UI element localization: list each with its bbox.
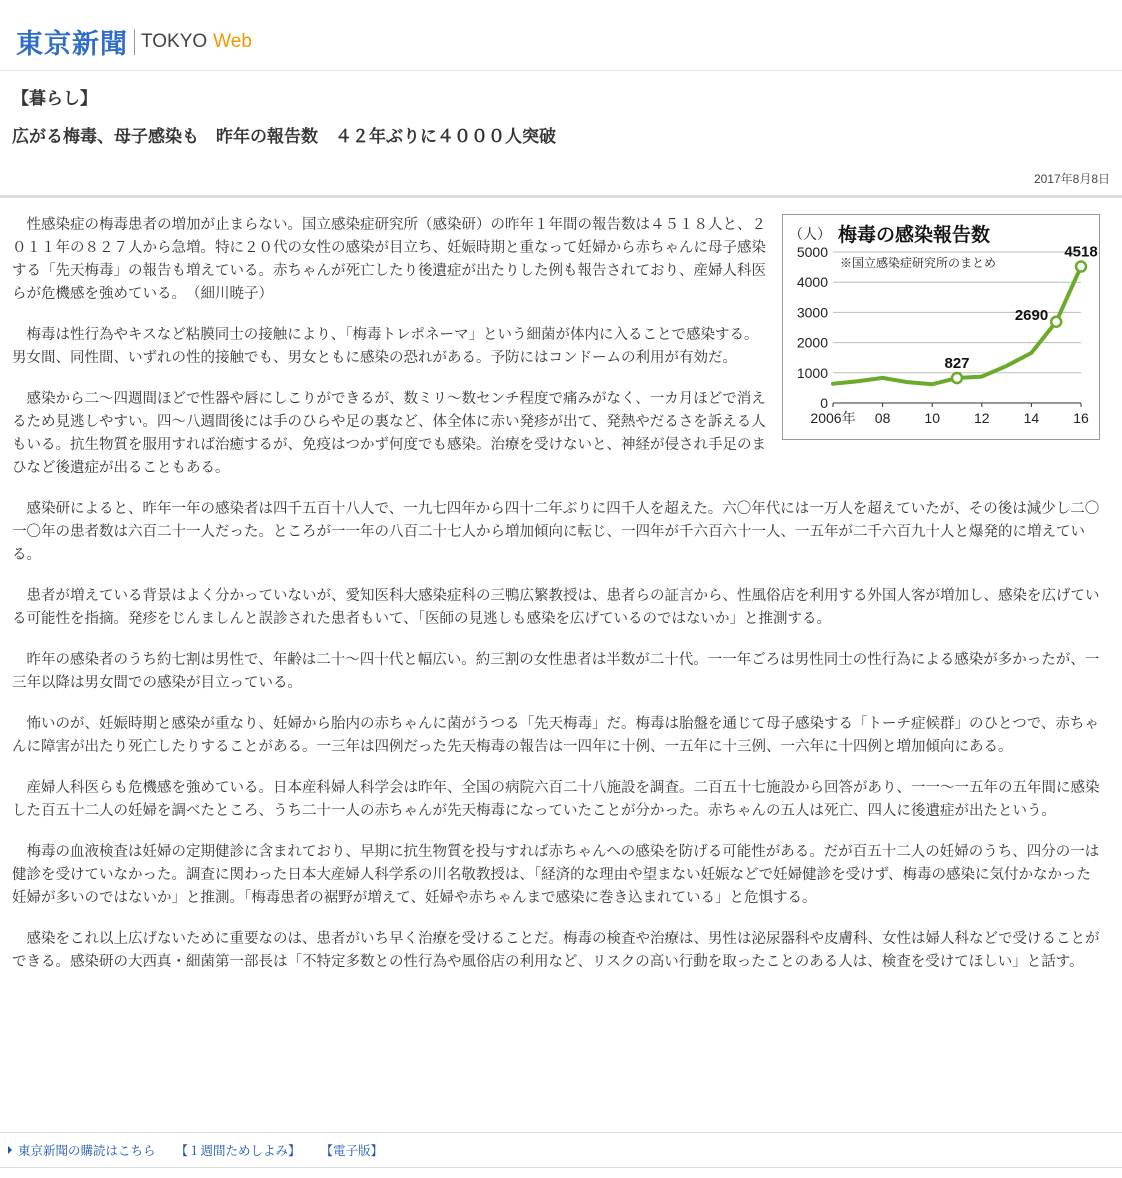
footer-bottom-divider — [0, 1167, 1122, 1168]
y-tick-label: 0 — [820, 395, 828, 411]
chart-title: 梅毒の感染報告数 — [838, 224, 991, 246]
x-tick-label: 2006年 — [810, 410, 856, 426]
y-tick-label: 2000 — [796, 334, 828, 351]
article-paragraph: 感染研によると、昨年一年の感染者は四千五百十八人で、一九七四年から四十二年ぶりに四千人を超えた。六〇年代には一万人を超えていたが、その後は減少し二〇一〇年の患者数は六百二十一人だった。ところが一一年の八百二十七人から増加傾向に転じ、一四年が千六百六十一人、一五年が二千六百九十人と爆発的に増えている。 — [12, 501, 1100, 563]
y-tick-label: 4000 — [796, 274, 828, 291]
x-tick-label: 10 — [924, 410, 940, 426]
article-body — [12, 214, 1100, 992]
x-tick-label: 16 — [1073, 410, 1089, 426]
header-divider — [0, 195, 1122, 198]
arrow-right-icon — [8, 1146, 12, 1154]
y-tick-label: 1000 — [796, 364, 828, 381]
logo-separator — [134, 29, 135, 55]
trial-link[interactable]: 【１週間ためしよみ】 — [175, 1143, 301, 1158]
site-header — [0, 0, 1122, 71]
data-label: 2690 — [1014, 306, 1049, 324]
syphilis-chart — [783, 215, 1099, 439]
article-paragraph: 梅毒の血液検査は妊婦の定期健診に含まれており、早期に抗生物質を投与すれば赤ちゃんへの感染を防げる可能性がある。だが百五十二人の妊婦のうち、四分の一は健診を受けていなかった。調査に関わった日本大産婦人科学系の川名敬教授は、「経済的な理由や望まない妊娠などで妊婦健診を受けず、梅毒の感染に気付かなかった妊婦が多いのではないか」と推測。「梅毒患者の裾野が増えて、妊婦や赤ちゃんまで感染に巻き込まれている」と危惧する。 — [12, 844, 1100, 906]
y-tick-label: 3000 — [796, 304, 828, 321]
article-paragraph: 昨年の感染者のうち約七割は男性で、年齢は二十～四十代と幅広い。約三割の女性患者は半数が二十代。一一年ごろは男性同士の性行為による感染が多かったが、一三年以降は男女間での感染が目立っている。 — [12, 652, 1100, 691]
logo-japanese: 東京新聞 — [16, 29, 128, 60]
data-label: 827 — [944, 355, 970, 373]
data-point-marker — [1051, 317, 1061, 327]
article-paragraph: 感染から二～四週間ほどで性器や唇にしこりができるが、数ミリ～数センチ程度で痛みがなく、一カ月ほどで消えるため見逃しやすい。四～八週間後には手のひらや足の裏など、体全体に赤い発疹が出て、発熱やだるさを訴える人もいる。抗生物質を服用すれば治癒するが、免疫はつかず何度でも感染。治療を受けないと、神経が侵され手足のまひなど後遺症が出ることもある。 — [12, 391, 766, 476]
chart-figure — [782, 214, 1100, 440]
footer-divider — [0, 1132, 1122, 1133]
y-axis-label: （人） — [789, 227, 831, 243]
article-paragraph: 患者が増えている背景はよく分かっていないが、愛知医科大感染症科の三鴨広繁教授は、患者らの証言から、性風俗店を利用する外国人客が増加し、感染を広げている可能性を指摘。発疹をじんましんと誤診された患者もいて、「医師の見逃しも感染を広げているのではないか」と推測する。 — [12, 588, 1100, 627]
data-point-marker — [952, 373, 962, 383]
digital-edition-link[interactable]: 【電子版】 — [320, 1143, 384, 1158]
data-point-marker — [1076, 262, 1086, 272]
article-paragraph: 産婦人科医らも危機感を強めている。日本産科婦人科学会は昨年、全国の病院六百二十八施設を調査。二百五十七施設から回答があり、一一～一五年の五年間に感染した百五十二人の妊婦を調べたところ、うち二十一人の赤ちゃんが先天梅毒になっていたことが分かった。赤ちゃんの五人は死亡、四人に後遺症が出たという。 — [12, 780, 1100, 819]
y-tick-label: 5000 — [796, 244, 828, 260]
x-tick-label: 14 — [1023, 410, 1040, 426]
article-date: 2017年8月8日 — [1033, 172, 1110, 186]
x-tick-label: 08 — [874, 410, 891, 426]
article-headline: 広がる梅毒、母子感染も 昨年の報告数 ４２年ぶりに４０００人突破 — [12, 127, 556, 147]
site-logo[interactable] — [16, 22, 252, 61]
article-paragraph: 梅毒は性行為やキスなど粘膜同士の接触により、「梅毒トレポネーマ」という細菌が体内に入ることで感染する。男女間、同性間、いずれの性的接触でも、男女ともに感染の恐れがある。予防にはコンドームの利用が有効だ。 — [12, 327, 759, 366]
logo-web: Web — [213, 30, 252, 52]
chart-subtitle: ※国立感染症研究所のまとめ — [840, 256, 997, 270]
article-paragraph: 性感染症の梅毒患者の増加が止まらない。国立感染症研究所（感染研）の昨年１年間の報告数は４５１８人と、２０１１年の８２７人から急増。特に２０代の女性の感染が目立ち、妊娠時期と重なって妊婦から赤ちゃんに母子感染する「先天梅毒」の報告も増えている。赤ちゃんが死亡したり後遺症が出たりした例も報告されており、産婦人科医らが危機感を強めている。 （細川暁子） — [12, 217, 766, 302]
subscribe-link[interactable]: 東京新聞の購読はこちら — [18, 1143, 156, 1158]
site-footer — [8, 1141, 403, 1159]
article-category: 【暮らし】 — [12, 89, 97, 109]
logo-english: TOKYO — [141, 30, 208, 52]
data-label: 4518 — [1064, 243, 1098, 261]
article-paragraph: 怖いのが、妊娠時期と感染が重なり、妊婦から胎内の赤ちゃんに菌がうつる「先天梅毒」だ。梅毒は胎盤を通じて母子感染する「トーチ症候群」のひとつで、赤ちゃんに障害が出たり死亡したりすることがある。一三年は四例だった先天梅毒の報告は一四年に十例、一五年に十三例、一六年に十四例と増加傾向にある。 — [12, 716, 1099, 755]
x-tick-label: 12 — [974, 410, 990, 426]
article-paragraph: 感染をこれ以上広げないために重要なのは、患者がいち早く治療を受けることだ。梅毒の検査や治療は、男性は泌尿器科や皮膚科、女性は婦人科などで受けることができる。感染研の大西真・細菌第一部長は「不特定多数との性行為や風俗店の利用など、リスクの高い行動を取ったことのある人は、検査を受けてほしい」と話す。 — [12, 931, 1100, 970]
